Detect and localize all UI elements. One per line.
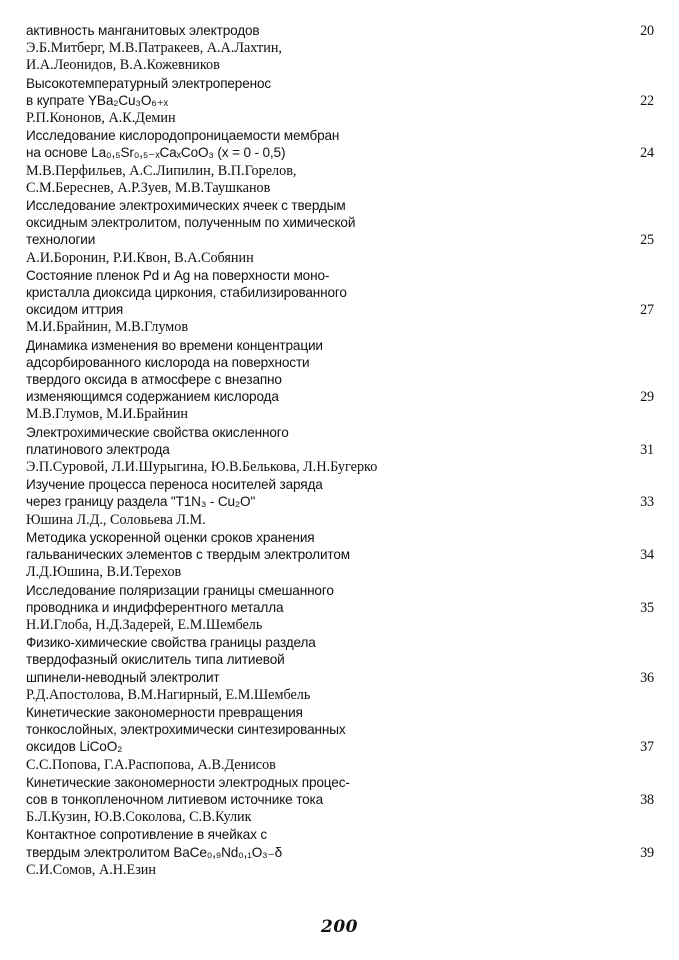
page-ref: 20 xyxy=(640,23,654,39)
page-number-handwritten: 200 xyxy=(321,917,358,937)
title-text: шпинели-неводный электролит xyxy=(26,669,220,685)
title-line xyxy=(26,791,654,809)
toc-authors xyxy=(26,512,654,529)
page-ref: 31 xyxy=(640,441,654,458)
toc-article xyxy=(26,634,654,687)
author-text: М.В.Перфильев, А.С.Липилин, В.П.Горелов, xyxy=(26,162,297,179)
title-text: платинового электрода xyxy=(26,441,170,457)
title-line xyxy=(26,92,654,110)
toc-authors xyxy=(26,163,654,197)
toc-article xyxy=(26,476,654,511)
title-line xyxy=(26,388,654,406)
title-line xyxy=(26,441,654,459)
author-text: Н.И.Глоба, Н.Д.Задерей, Е.М.Шембель xyxy=(26,616,263,633)
author-text: Л.Д.Юшина, В.И.Терехов xyxy=(26,564,182,581)
toc-article xyxy=(26,267,654,320)
title-text: Изучение процесса переноса носителей заряда xyxy=(26,477,323,493)
title-text: тонкослойных, электрохимически синтезированных xyxy=(26,722,346,738)
toc-authors xyxy=(26,250,654,267)
author-line xyxy=(26,617,654,634)
page-ref: 37 xyxy=(640,739,654,756)
title-text: активность манганитовых электродов xyxy=(26,23,260,38)
page-ref: 35 xyxy=(640,599,654,616)
author-line xyxy=(26,163,654,180)
title-text: Кинетические закономерности электродных процес- xyxy=(26,774,350,790)
author-text: Р.Д.Апостолова, В.М.Нагирный, Е.М.Шембель xyxy=(26,686,311,703)
title-line xyxy=(26,476,654,493)
title-text: Динамика изменения во времени концентрации xyxy=(26,337,323,353)
title-text: Состояние пленок Pd и Ag на поверхности моно- xyxy=(26,267,330,283)
title-line xyxy=(26,284,654,301)
title-text: через границу раздела "T1N₃ - Cu₂O" xyxy=(26,494,256,510)
author-line xyxy=(26,459,654,476)
page-ref: 22 xyxy=(640,92,654,109)
title-text: на основе La₀,₅Sr₀,₅₋ₓCaₓCoO₃ (x = 0 - 0,5) xyxy=(26,145,286,161)
author-line xyxy=(26,757,654,774)
title-text: Кинетические закономерности превращения xyxy=(26,704,303,720)
toc-authors xyxy=(26,617,654,634)
title-line xyxy=(26,354,654,371)
title-line xyxy=(26,844,654,862)
toc-article xyxy=(26,529,654,564)
toc-authors xyxy=(26,862,654,879)
toc-article xyxy=(26,75,654,110)
author-text: М.И.Брайнин, М.В.Глумов xyxy=(26,319,189,336)
title-line xyxy=(26,669,654,687)
page-ref: 25 xyxy=(640,232,654,249)
title-line xyxy=(26,127,654,144)
title-line xyxy=(26,337,654,354)
title-text: в купрате YBa₂Cu₃O₆₊ₓ xyxy=(26,92,168,108)
title-line xyxy=(26,634,654,651)
author-line xyxy=(26,250,654,267)
author-text: С.М.Береснев, А.Р.Зуев, М.В.Таушканов xyxy=(26,179,271,196)
author-text: С.И.Сомов, А.Н.Езин xyxy=(26,861,156,878)
toc-article xyxy=(26,704,654,757)
title-line xyxy=(26,424,654,441)
title-line xyxy=(26,371,654,388)
title-text: сов в тонкопленочном литиевом источнике тока xyxy=(26,791,324,807)
title-line xyxy=(26,214,654,231)
title-text: Исследование поляризации границы смешанного xyxy=(26,582,334,598)
author-line xyxy=(26,687,654,704)
page-ref: 38 xyxy=(640,791,654,808)
author-line xyxy=(26,564,654,581)
title-text: проводника и индифферентного металла xyxy=(26,599,284,615)
title-text: оксидов LiCoO₂ xyxy=(26,739,123,755)
title-text: Методика ускоренной оценки сроков хранения xyxy=(26,529,315,545)
page-ref: 34 xyxy=(640,547,654,564)
title-line xyxy=(26,721,654,738)
toc-article xyxy=(26,826,654,861)
title-line xyxy=(26,774,654,791)
author-line xyxy=(26,319,654,336)
page-ref: 24 xyxy=(640,145,654,162)
author-text: Э.Б.Митберг, М.В.Патракеев, А.А.Лахтин, xyxy=(26,40,282,57)
title-line xyxy=(26,493,654,511)
title-line xyxy=(26,267,654,284)
title-line xyxy=(26,144,654,162)
title-line xyxy=(26,599,654,617)
title-line xyxy=(26,546,654,564)
title-text: Электрохимические свойства окисленного xyxy=(26,424,289,440)
title-text: твердого оксида в атмосфере с внезапно xyxy=(26,372,282,388)
toc-article xyxy=(26,127,654,162)
title-line xyxy=(26,529,654,546)
title-text: кристалла диоксида циркония, стабилизированного xyxy=(26,285,347,301)
author-line xyxy=(26,110,654,127)
toc-article xyxy=(26,22,654,40)
toc-authors xyxy=(26,40,654,74)
toc-article xyxy=(26,424,654,459)
title-line xyxy=(26,301,654,319)
author-text: И.А.Леонидов, В.А.Кожевников xyxy=(26,57,220,74)
page-ref: 36 xyxy=(640,669,654,686)
title-text: оксидом иттрия xyxy=(26,302,124,318)
title-text: технологии xyxy=(26,232,96,248)
author-line xyxy=(26,40,654,57)
page-ref: 27 xyxy=(640,302,654,319)
title-text: гальванических элементов с твердым электролитом xyxy=(26,547,350,563)
author-text: Б.Л.Кузин, Ю.В.Соколова, С.В.Кулик xyxy=(26,809,252,826)
author-text: А.И.Боронин, Р.И.Квон, В.А.Собянин xyxy=(26,249,254,266)
title-text: Физико-химические свойства границы раздела xyxy=(26,635,316,651)
toc-article xyxy=(26,197,654,250)
author-text: Р.П.Кононов, А.К.Демин xyxy=(26,110,176,127)
title-line xyxy=(26,75,654,92)
title-text: твердым электролитом BaCe₀,₉Nd₀,₁O₃₋δ xyxy=(26,844,282,860)
author-text: С.С.Попова, Г.А.Распопова, А.В.Денисов xyxy=(26,756,276,773)
title-line xyxy=(26,826,654,843)
title-text: изменяющимся содержанием кислорода xyxy=(26,389,279,405)
author-text: Юшина Л.Д., Соловьева Л.М. xyxy=(26,511,206,528)
title-text: адсорбированного кислорода на поверхности xyxy=(26,354,310,370)
title-line xyxy=(26,582,654,599)
toc-article xyxy=(26,582,654,617)
title-text: Исследование электрохимических ячеек с твердым xyxy=(26,198,346,214)
author-line xyxy=(26,180,654,197)
toc-authors xyxy=(26,757,654,774)
author-line xyxy=(26,406,654,423)
title-line xyxy=(26,738,654,756)
toc-authors xyxy=(26,564,654,581)
toc-article xyxy=(26,774,654,809)
title-text: Контактное сопротивление в ячейках с xyxy=(26,827,268,843)
toc-article xyxy=(26,337,654,407)
toc-authors xyxy=(26,319,654,336)
author-line xyxy=(26,57,654,74)
author-line xyxy=(26,512,654,529)
title-line xyxy=(26,651,654,668)
toc-authors xyxy=(26,459,654,476)
page-ref: 33 xyxy=(640,494,654,511)
author-line xyxy=(26,809,654,826)
toc-authors xyxy=(26,110,654,127)
author-text: М.В.Глумов, М.И.Брайнин xyxy=(26,406,189,423)
toc-authors xyxy=(26,687,654,704)
toc-authors xyxy=(26,809,654,826)
author-text: Э.П.Суровой, Л.И.Шурыгина, Ю.В.Белькова, Л.Н.Бугерко xyxy=(26,459,378,476)
title-text: оксидным электролитом, полученным по химической xyxy=(26,215,356,231)
title-line xyxy=(26,231,654,249)
title-line xyxy=(26,704,654,721)
title-line xyxy=(26,197,654,214)
page-ref: 39 xyxy=(640,844,654,861)
title-line xyxy=(26,22,654,40)
author-line xyxy=(26,862,654,879)
title-text: Высокотемпературный электроперенос xyxy=(26,75,272,91)
toc-authors xyxy=(26,406,654,423)
page-ref: 29 xyxy=(640,389,654,406)
table-of-contents xyxy=(26,22,654,879)
title-text: Исследование кислородопроницаемости мембран xyxy=(26,128,340,144)
title-text: твердофазный окислитель типа литиевой xyxy=(26,652,285,668)
